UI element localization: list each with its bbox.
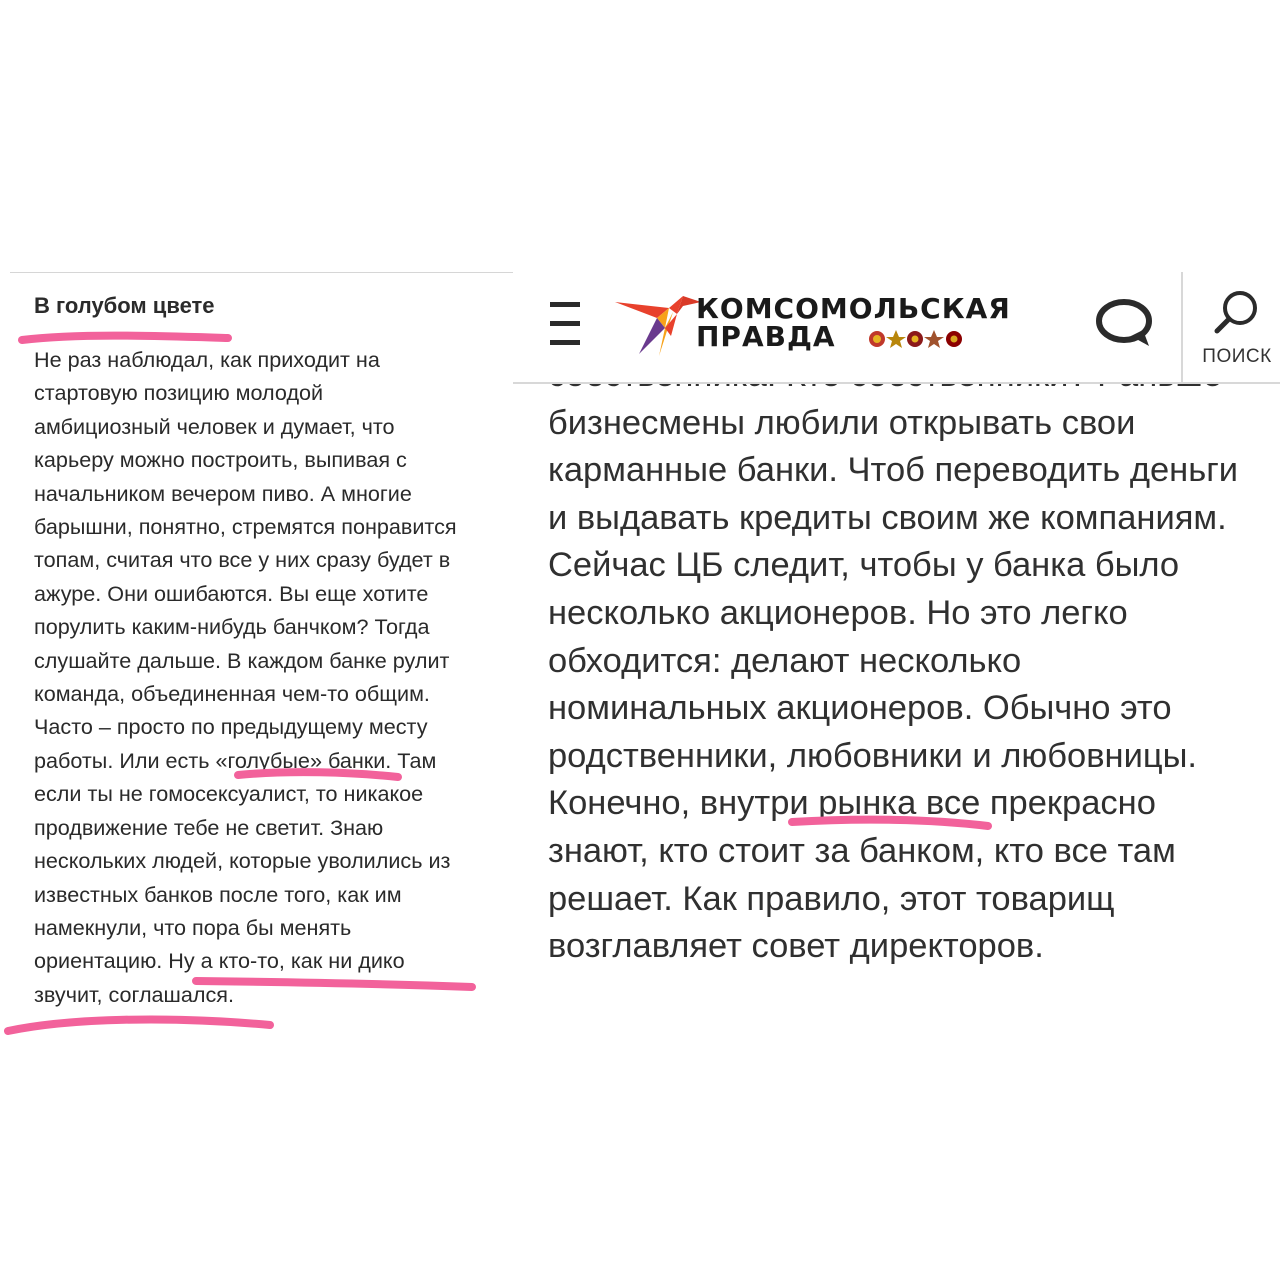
right-article-panel	[513, 352, 1280, 1032]
right-line: Конечно, внутри рынка все прекрасно	[548, 784, 1156, 823]
left-line: амбициозный человек и думает, что	[34, 413, 395, 439]
magnifier-icon	[1212, 288, 1260, 336]
right-line: и выдавать кредиты своим же компаниям.	[548, 498, 1227, 537]
search-button[interactable]	[1198, 286, 1276, 370]
left-line: звучит, соглашался.	[34, 981, 234, 1007]
left-line: работы. Или есть «голубые» банки. Там	[34, 747, 437, 773]
right-line: возглавляет совет директоров.	[548, 927, 1044, 966]
left-line: продвижение тебе не светит. Знаю	[34, 814, 384, 840]
left-line: Часто – просто по предыдущему месту	[34, 714, 428, 740]
right-line: родственники, любовники и любовницы.	[548, 736, 1197, 775]
left-line: ажуре. Они ошибаются. Вы еще хотите	[34, 580, 429, 606]
swallow-logo[interactable]	[613, 292, 703, 356]
left-line: команда, объединенная чем-то общим.	[34, 681, 430, 707]
left-line: Не раз наблюдал, как приходит на	[34, 347, 380, 372]
left-article-panel	[10, 272, 513, 1063]
left-line: карьеру можно построить, выпивая с	[34, 447, 407, 473]
left-section-heading: В голубом цвете	[34, 293, 215, 318]
right-line: обходится: делают несколько	[548, 641, 1022, 680]
right-line: знают, кто стоит за банком, кто все там	[548, 831, 1176, 870]
right-line: несколько акционеров. Но это легко	[548, 593, 1128, 632]
header-divider	[1181, 272, 1183, 382]
left-article-text	[34, 343, 513, 1011]
left-line: если ты не гомосексуалист, то никакое	[34, 781, 424, 807]
order-medals	[868, 328, 963, 350]
left-line: стартовую позицию молодой	[34, 380, 324, 406]
right-line: Сейчас ЦБ следит, чтобы у банка было	[548, 546, 1180, 585]
site-header	[513, 272, 1280, 384]
left-line: барышни, понятно, стремятся понравится	[34, 514, 457, 540]
left-line: нескольких людей, которые уволились из	[34, 848, 451, 874]
left-line: начальником вечером пиво. А многие	[34, 480, 412, 506]
logo-title-line-1: КОМСОМОЛЬСКАЯ	[696, 292, 1011, 325]
left-line: топам, считая что все у них сразу будет в	[34, 547, 451, 573]
right-article-text	[548, 352, 1238, 971]
right-line: бизнесмены любили открывать свои	[548, 403, 1136, 442]
search-label: ПОИСК	[1202, 346, 1272, 367]
right-line: карманные банки. Чтоб переводить деньги	[548, 451, 1239, 490]
right-line: решает. Как правило, этот товарищ	[548, 879, 1115, 918]
left-line: известных банков после того, как им	[34, 881, 402, 907]
left-line: порулить каким-нибудь банчком? Тогда	[34, 614, 430, 640]
logo-title-line-2: ПРАВДА	[696, 320, 836, 353]
chat-bubble-icon[interactable]	[1093, 294, 1157, 352]
left-line: ориентацию. Ну а кто-то, как ни дико	[34, 948, 405, 974]
right-line: номинальных акционеров. Обычно это	[548, 689, 1172, 728]
hamburger-icon[interactable]	[550, 302, 580, 346]
left-line: слушайте дальше. В каждом банке рулит	[34, 647, 450, 673]
left-line: намекнули, что пора бы менять	[34, 914, 352, 940]
